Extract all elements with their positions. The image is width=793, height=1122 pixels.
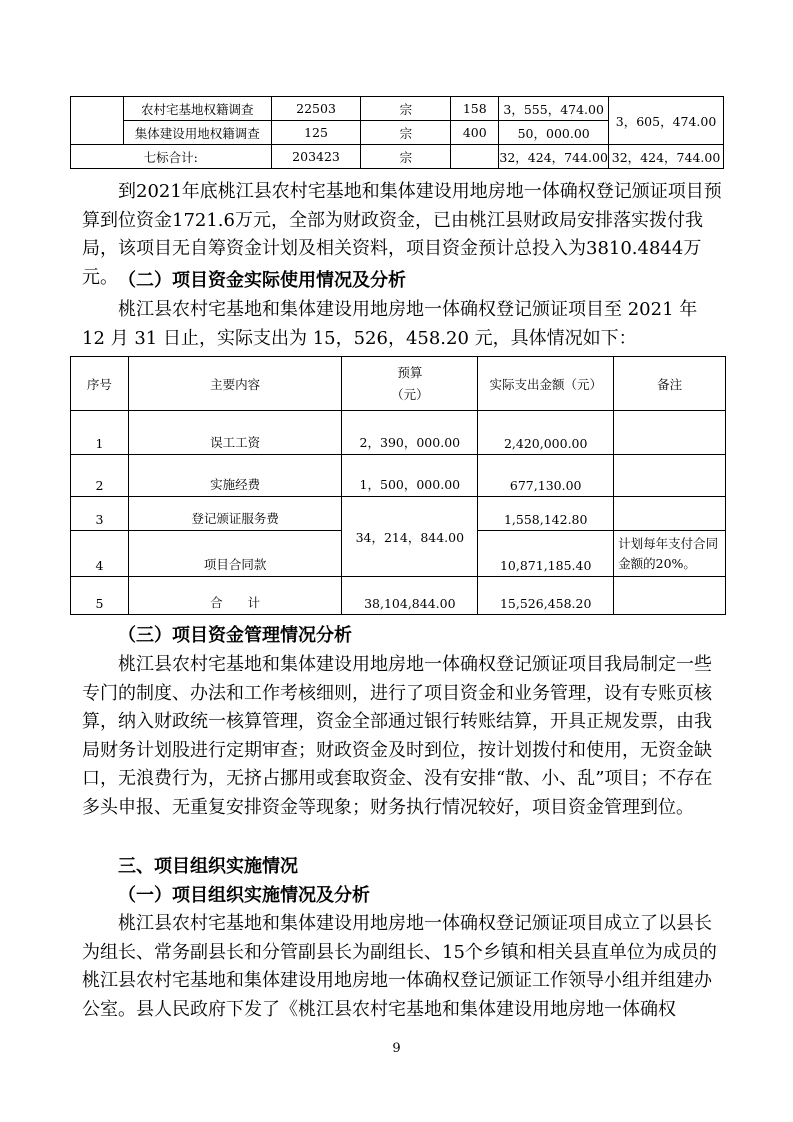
table-cell: 农村宅基地权籍调查 <box>123 97 271 121</box>
expenditure-paragraph: 桃江县农村宅基地和集体建设用地房地一体确权登记颁证项目至 2021 年 12 月 31 日止，实际支出为 15，526，458.20 元，具体情况如下： <box>82 299 698 349</box>
table-cell <box>614 497 726 531</box>
subsection-heading-organization: （一）项目组织实施情况及分析 <box>118 885 370 906</box>
table-cell: 10,871,185.40 <box>478 531 614 577</box>
table-cell: 合 计 <box>128 577 342 615</box>
table-row <box>71 97 724 121</box>
table-cell: 32，424，744.00 <box>499 145 609 169</box>
table-cell: 32，424，744.00 <box>609 145 724 169</box>
table-cell: 158 <box>451 97 499 121</box>
table-cell: 38,104,844.00 <box>342 577 478 615</box>
header-actual: 实际支出金额（元） <box>478 357 614 411</box>
table-cell: 集体建设用地权籍调查 <box>123 121 271 145</box>
table-cell: 宗 <box>361 145 451 169</box>
table-cell: 3 <box>71 497 129 531</box>
table-cell: 2 <box>71 455 129 497</box>
table-cell: 400 <box>451 121 499 145</box>
table-cell: 七标合计: <box>71 145 272 169</box>
table-cell: 项目合同款 <box>128 531 342 577</box>
table-row <box>71 145 724 169</box>
header-budget-unit: （元） <box>391 386 429 402</box>
table-cell: 1 <box>71 411 129 455</box>
table-cell: 1，500，000.00 <box>342 455 478 497</box>
table-cell: 677,130.00 <box>478 455 614 497</box>
table-row <box>71 497 726 531</box>
table-cell <box>451 145 499 169</box>
header-no: 序号 <box>71 357 129 411</box>
header-budget <box>342 357 478 411</box>
table-cell: 203423 <box>271 145 361 169</box>
table-cell: 50，000.00 <box>499 121 609 145</box>
table-cell <box>71 97 124 145</box>
table-cell <box>614 455 726 497</box>
table-cell <box>614 411 726 455</box>
table-cell: 22503 <box>271 97 361 121</box>
table-cell: 1,558,142.80 <box>478 497 614 531</box>
table-cell: 2,420,000.00 <box>478 411 614 455</box>
table-cell: 宗 <box>361 97 451 121</box>
table-row <box>71 577 726 615</box>
section-heading-fund-usage: （二）项目资金实际使用情况及分析 <box>118 270 406 291</box>
table-cell: 4 <box>71 531 129 577</box>
table-cell: 误工工资 <box>128 411 342 455</box>
header-budget-label: 预算 <box>397 364 423 380</box>
table-cell: 5 <box>71 577 129 615</box>
budget-paragraph: 到2021年底桃江县农村宅基地和集体建设用地房地一体确权登记颁证项目预算到位资金1721.6万元，全部为财政资金，已由桃江县财政局安排落实拨付我局，该项目无自筹资金计划及相关资料，项目资金预计总投入为3810.4844万元。 <box>82 181 722 288</box>
table-cell: 3，605，474.00 <box>609 97 724 145</box>
section-heading-fund-management: （三）项目资金管理情况分析 <box>118 625 352 646</box>
table-cell-remark: 计划每年支付合同金额的20%。 <box>614 531 726 577</box>
table-cell: 3，555，474.00 <box>499 97 609 121</box>
table-row <box>71 455 726 497</box>
organization-paragraph: 桃江县农村宅基地和集体建设用地房地一体确权登记颁证项目成立了以县长为组长、常务副县长和分管副县长为副组长、15个乡镇和相关县直单位为成员的桃江县农村宅基地和集体建设用地房地一体确权登记颁证工作领导小组并组建办公室。县人民政府下发了《桃江县农村宅基地和集体建设用地房地一体确权 <box>82 913 717 1020</box>
table-cell <box>614 577 726 615</box>
header-remark: 备注 <box>614 357 726 411</box>
table-header-row <box>71 357 726 411</box>
table-cell: 2，390，000.00 <box>342 411 478 455</box>
table-cell: 实施经费 <box>128 455 342 497</box>
page-number: 9 <box>392 1041 401 1056</box>
header-content: 主要内容 <box>128 357 342 411</box>
expenditure-table <box>70 356 726 615</box>
table-cell: 34，214，844.00 <box>342 497 478 577</box>
table-cell: 宗 <box>361 121 451 145</box>
table-cell: 15,526,458.20 <box>478 577 614 615</box>
cost-table-continuation <box>70 96 724 169</box>
section-heading-organization: 三、项目组织实施情况 <box>118 856 298 877</box>
table-cell: 125 <box>271 121 361 145</box>
management-paragraph: 桃江县农村宅基地和集体建设用地房地一体确权登记颁证项目我局制定一些专门的制度、办法和工作考核细则，进行了项目资金和业务管理，设有专账页核算，纳入财政统一核算管理，资金全部通过银行转账结算，开具正规发票，由我局财务计划股进行定期审查；财政资金及时到位，按计划拨付和使用，无资金缺口，无浪费行为，无挤占挪用或套取资金、没有安排“散、小、乱”项目；不存在多头申报、无重复安排资金等现象；财务执行情况较好，项目资金管理到位。 <box>82 654 713 818</box>
table-cell: 登记颁证服务费 <box>128 497 342 531</box>
table-row <box>71 411 726 455</box>
